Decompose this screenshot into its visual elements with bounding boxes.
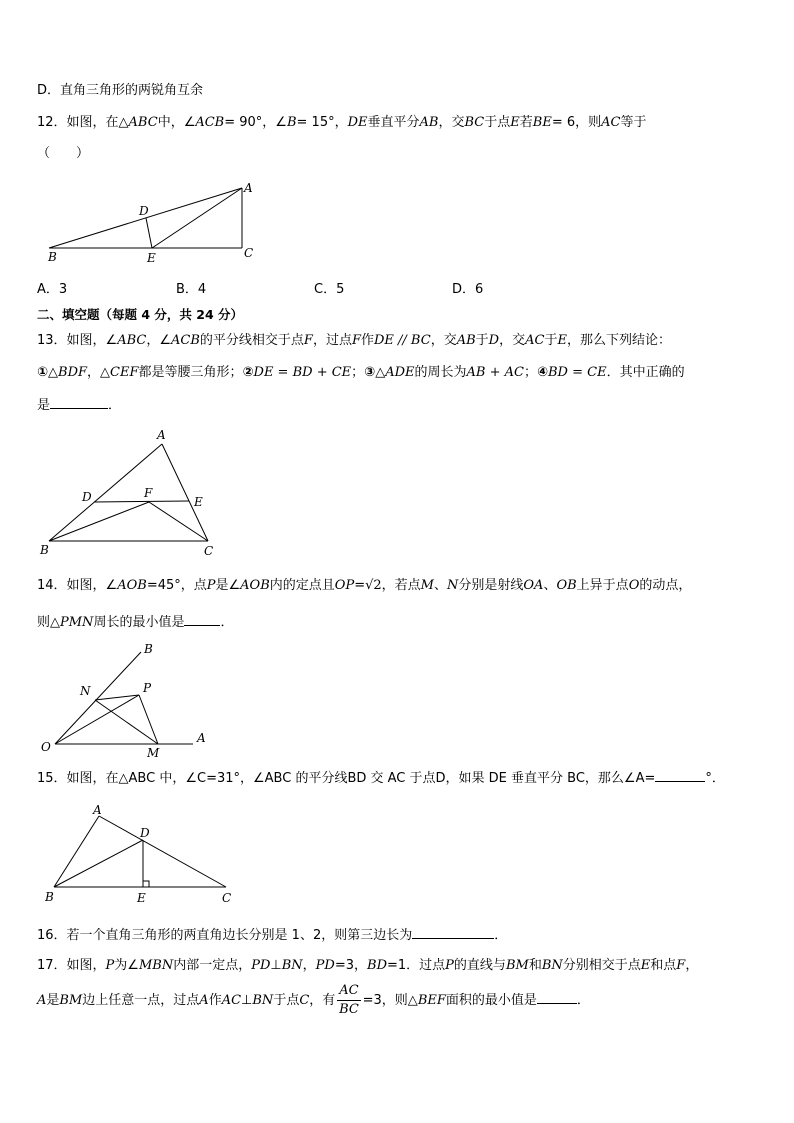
q14-math: √2 (365, 578, 382, 593)
q12-label-b: B (48, 250, 57, 264)
q12-math: DE (347, 115, 368, 130)
q12-math: BC (464, 115, 485, 130)
q12-math: AC (601, 115, 621, 130)
q16-stem (37, 926, 507, 945)
q12-label-c: C (244, 246, 254, 260)
q17-answer-blank[interactable] (537, 991, 577, 1004)
q14-text: 、 (543, 578, 557, 593)
q17-math: BM (59, 993, 83, 1008)
q17-fraction-denominator: BC (339, 1002, 359, 1017)
q12-math: E (510, 115, 520, 130)
q17-math: BN (281, 958, 303, 973)
q17-math: BN (541, 958, 563, 973)
q17-text: ，有 (309, 993, 336, 1008)
q13-text: ，过点 (312, 333, 352, 348)
q13-circled-number: ④ (536, 365, 548, 380)
q13-label-f: F (144, 486, 153, 500)
q14-segment-op (55, 695, 139, 744)
q15-segment-ab (54, 816, 99, 887)
q12-text: 若 (519, 115, 533, 130)
q16-answer-blank[interactable] (412, 926, 494, 939)
q13-figure (36, 428, 226, 560)
q14-text: 分别是射线 (458, 578, 524, 593)
q12-text: 垂直平分 (367, 115, 420, 130)
q13-text: ； (523, 365, 537, 380)
q13-text: 于 (544, 333, 558, 348)
q17-text: 面积的最小值是 (445, 993, 537, 1008)
q14-text: 是∠ (215, 578, 241, 593)
q12-option-a[interactable]: A．3 (37, 282, 68, 297)
prev-option-d: D．直角三角形的两锐角互余 (37, 83, 204, 98)
q13-stem-line2 (37, 364, 685, 382)
q12-text: 等于 (620, 115, 647, 130)
q14-text: 、 (433, 578, 447, 593)
q17-stem-line2 (37, 982, 590, 1019)
q15-text: 15．如图，在△ABC 中，∠C=31°，∠ABC 的平分线BD 交 AC 于点D，如果 DE 垂直平分 BC，那么∠A= (37, 771, 656, 786)
q12-segment-ba (49, 188, 242, 248)
q13-circled-number: ① (37, 365, 49, 380)
q13-label-e: E (194, 495, 203, 509)
q17-text: 于点 (273, 993, 300, 1008)
q15-segment-ac (99, 816, 226, 887)
q13-math: F (303, 333, 313, 348)
q13-stem-line3 (37, 396, 121, 415)
q13-answer-blank[interactable] (50, 396, 108, 409)
q13-text: △ (375, 365, 386, 380)
q17-text: =3，则△ (362, 993, 418, 1008)
q13-text: ，△ (87, 365, 111, 380)
q14-math: AOB (240, 578, 270, 593)
q13-text: 都是等腰三角形； (138, 365, 243, 380)
q14-label-p: P (143, 681, 152, 695)
q17-math: AC (221, 993, 242, 1008)
q16-text: ． (494, 928, 508, 943)
q12-label-d: D (139, 204, 149, 218)
q13-math: E (557, 333, 567, 348)
q14-stem-line2 (37, 613, 233, 632)
q13-stem-line1 (37, 332, 671, 350)
q13-math: BD = CE (547, 365, 607, 380)
q17-math: BEF (417, 993, 446, 1008)
q17-math: E (640, 958, 651, 973)
q14-figure (36, 640, 226, 762)
q12-segment-de (146, 218, 152, 248)
q12-text: ，交 (438, 115, 465, 130)
q13-math: AB + AC (466, 365, 524, 380)
q13-text: 作 (360, 333, 374, 348)
q17-text: 为∠ (114, 958, 139, 973)
q17-stem-line1 (37, 957, 698, 975)
q14-math: OA (523, 578, 544, 593)
q13-text: ； (351, 365, 365, 380)
q14-label-b: B (144, 642, 153, 656)
q12-math: BE (532, 115, 552, 130)
q17-math: BD (367, 958, 387, 973)
q13-math: DE // BC (374, 333, 431, 348)
q15-figure (40, 800, 240, 906)
q13-label-c: C (204, 544, 214, 558)
q13-label-a: A (157, 428, 166, 442)
q13-math: F (351, 333, 361, 348)
q17-fraction-numerator: AC (337, 982, 360, 1001)
q14-ray-ob (55, 652, 141, 744)
q15-segment-bd (54, 840, 143, 887)
q12-segment-ea (152, 188, 242, 248)
q14-text: ，若点 (381, 578, 421, 593)
q15-label-b: B (45, 890, 54, 904)
q13-circled-number: ② (242, 365, 254, 380)
q14-text: 周长的最小值是 (93, 615, 185, 630)
q13-segment-bf (49, 502, 149, 541)
q17-text: =1．过点 (387, 958, 446, 973)
q17-text: 边上任意一点，过点 (82, 993, 200, 1008)
q17-fraction (337, 982, 360, 1019)
q13-label-d: D (82, 490, 92, 504)
q14-math: OB (556, 578, 577, 593)
q13-text: ，那么下列结论： (566, 333, 671, 348)
q17-text: ． (576, 993, 590, 1008)
q12-answer-parentheses: （ ） (37, 146, 90, 161)
q12-label-e: E (147, 251, 156, 265)
q13-text: ，交 (499, 333, 526, 348)
q14-text: ． (220, 615, 234, 630)
q13-math: ABC (117, 333, 147, 348)
q14-text: 的动点， (639, 578, 692, 593)
q13-text: ． (108, 398, 122, 413)
q17-math: A (37, 993, 47, 1008)
q12-text: = 6，则 (551, 115, 602, 130)
q14-math: M (420, 578, 434, 593)
q12-text: 中，∠ (157, 115, 196, 130)
q15-right-angle-mark (143, 881, 149, 887)
q17-text: 17．如图， (37, 958, 106, 973)
q17-text: ， (685, 958, 699, 973)
q17-math: PD (315, 958, 335, 973)
q12-text: 12．如图，在△ (37, 115, 129, 130)
q17-math: F (676, 958, 686, 973)
q14-math: O (628, 578, 640, 593)
q13-math: BDF (58, 365, 88, 380)
q12-label-a: A (244, 181, 253, 195)
q13-text: 的平分线相交于点 (199, 333, 304, 348)
q13-math: ACB (171, 333, 200, 348)
q13-circled-number: ③ (364, 365, 376, 380)
q14-text: = (354, 578, 366, 593)
q13-text: △ (48, 365, 59, 380)
q17-math: P (105, 958, 115, 973)
q13-math: D (488, 333, 500, 348)
q14-text: 14．如图，∠ (37, 578, 118, 593)
q12-stem (37, 114, 647, 132)
q13-math: AC (525, 333, 545, 348)
q17-text: ⊥ (270, 958, 282, 973)
q14-segment-pm (139, 695, 158, 744)
q17-text: 是 (46, 993, 60, 1008)
q13-segment-de (94, 501, 189, 502)
q15-label-d: D (140, 826, 150, 840)
q13-math: CEF (110, 365, 139, 380)
q13-text: 是 (37, 398, 51, 413)
q17-text: ， (302, 958, 316, 973)
section-title: 二、填空题（每题 4 分，共 24 分） (37, 307, 244, 322)
q15-label-c: C (222, 891, 232, 905)
q14-stem-line1 (37, 577, 691, 595)
q12-option-b[interactable]: B．4 (176, 282, 207, 297)
q12-text: 于点 (484, 115, 511, 130)
q15-stem (37, 769, 725, 788)
q17-text: 作 (208, 993, 222, 1008)
q17-text: ⊥ (241, 993, 253, 1008)
q16-text: 16．若一个直角三角形的两直角边长分别是 1、2，则第三边长为 (37, 928, 413, 943)
q14-math: N (447, 578, 459, 593)
q14-text: 则△ (37, 615, 60, 630)
q17-text: 内部一定点， (173, 958, 252, 973)
q14-math: P (206, 578, 216, 593)
q12-text: = 90°，∠ (224, 115, 287, 130)
q15-label-a: A (93, 803, 102, 817)
q13-math: ADE (385, 365, 415, 380)
q17-text: 的直线与 (453, 958, 506, 973)
q12-math: ABC (128, 115, 158, 130)
q17-math: A (199, 993, 209, 1008)
q17-text: 分别相交于点 (562, 958, 641, 973)
q12-math: ACB (195, 115, 225, 130)
q13-math: DE = BD + CE (253, 365, 352, 380)
q14-math: PMN (60, 615, 94, 630)
q14-math: OP (334, 578, 355, 593)
q17-math: C (299, 993, 310, 1008)
q17-math: BM (505, 958, 529, 973)
q14-math: AOB (117, 578, 147, 593)
q12-math: B (286, 115, 297, 130)
q13-text: 的周长为 (414, 365, 467, 380)
q14-answer-blank[interactable] (184, 613, 220, 626)
q12-option-d[interactable]: D．6 (452, 282, 484, 297)
q13-text: ，交 (430, 333, 457, 348)
q13-label-b: B (40, 543, 49, 557)
q12-text: = 15°， (296, 115, 348, 130)
q13-text: 于 (475, 333, 489, 348)
q15-text: °． (705, 771, 725, 786)
q15-label-e: E (137, 891, 146, 905)
q14-label-a: A (197, 731, 206, 745)
q12-figure (40, 178, 270, 268)
q17-text: 和 (528, 958, 542, 973)
q13-text: 13．如图，∠ (37, 333, 118, 348)
q14-label-o: O (41, 740, 51, 754)
q17-math: MBN (138, 958, 174, 973)
q14-segment-nm (95, 700, 158, 744)
q15-answer-blank[interactable] (655, 769, 705, 782)
q14-text: 上异于点 (576, 578, 629, 593)
q13-text: ．其中正确的 (606, 365, 685, 380)
q17-math: PD (251, 958, 271, 973)
q12-option-c[interactable]: C．5 (314, 282, 345, 297)
q13-segment-ac (162, 444, 208, 541)
q17-math: BN (252, 993, 274, 1008)
q17-text: 和点 (650, 958, 677, 973)
q14-text: =45°，点 (146, 578, 207, 593)
q14-text: 内的定点且 (269, 578, 335, 593)
q17-math: P (445, 958, 454, 973)
q14-label-m: M (147, 746, 160, 760)
q17-text: =3， (334, 958, 368, 973)
q13-math: AB (456, 333, 476, 348)
q13-text: ，∠ (146, 333, 171, 348)
q12-math: AB (419, 115, 439, 130)
q14-label-n: N (80, 684, 91, 698)
